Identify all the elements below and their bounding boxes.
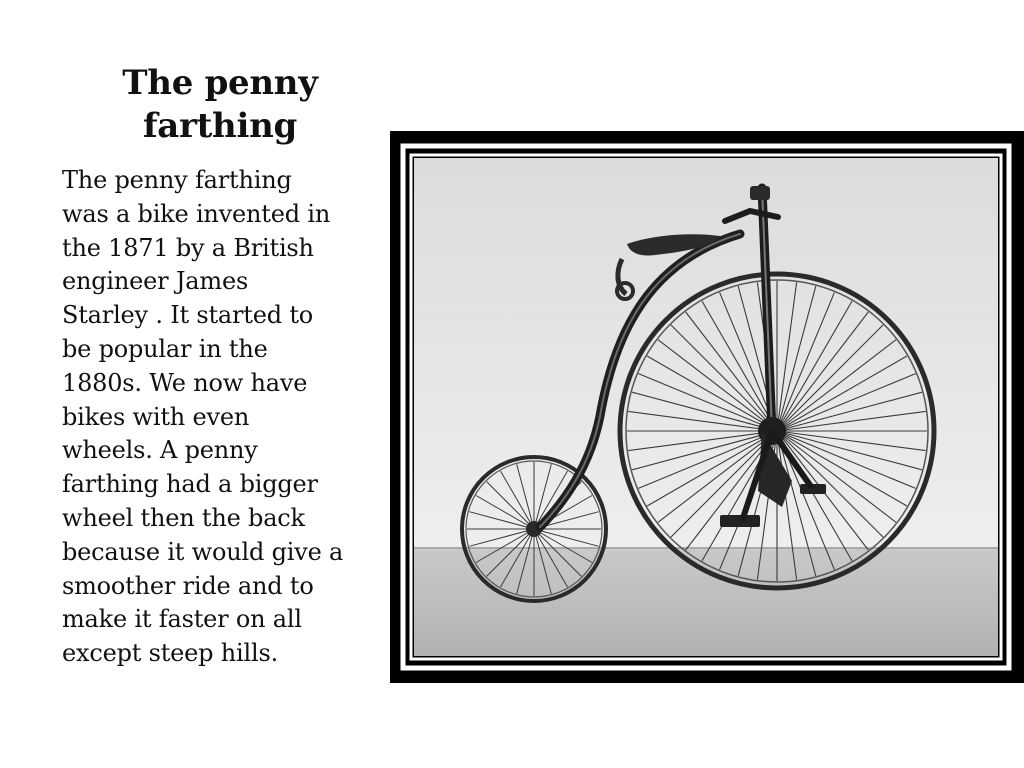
picture-frame [390, 131, 1024, 683]
body-line: the 1871 by a British [62, 233, 314, 262]
body-line: because it would give a [62, 537, 344, 566]
body-line: The penny farthing [62, 166, 292, 194]
body-line: bikes with even [62, 402, 250, 431]
body-line: 1880s. We now have [62, 368, 308, 397]
slide-title-line-2: farthing [142, 106, 297, 146]
body-line: farthing had a bigger [62, 470, 318, 499]
body-paragraph [62, 164, 392, 671]
rear-wheel [462, 457, 606, 601]
body-line: except steep hills. [62, 639, 279, 668]
body-line: Starley . It started to [62, 301, 314, 330]
penny-farthing-photo [390, 131, 1024, 683]
body-line: was a bike invented in [62, 199, 331, 228]
slide-title [60, 62, 380, 148]
body-line: be popular in the [62, 334, 268, 363]
body-line: make it faster on all [62, 605, 302, 634]
body-line: smoother ride and to [62, 571, 314, 600]
body-line: wheel then the back [62, 503, 305, 532]
body-line: engineer James [62, 267, 249, 296]
body-line: wheels. A penny [62, 436, 258, 465]
slide-title-line-1: The penny [122, 63, 318, 103]
